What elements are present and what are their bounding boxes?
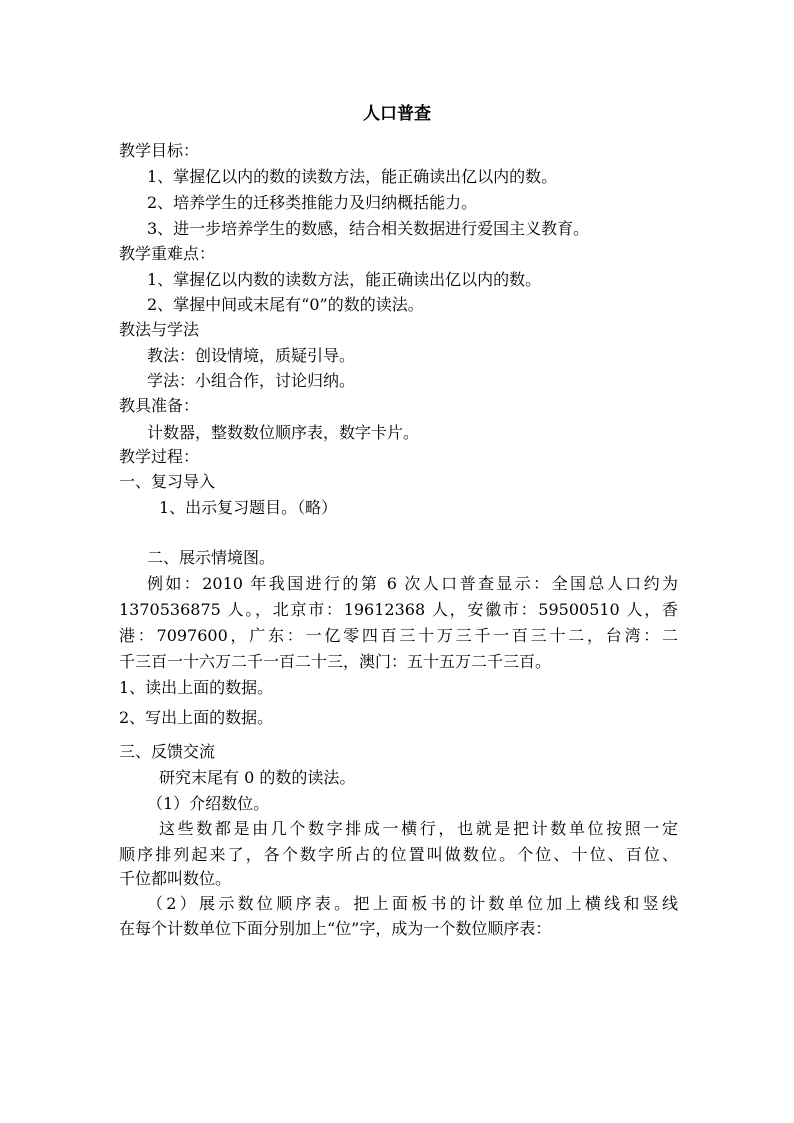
section-feedback-heading: 三、反馈交流 [119,742,216,761]
subsection-heading: （1）介绍数位。 [147,794,270,813]
teaching-goal-item: 2、培养学生的迁移类推能力及归纳概括能力。 [147,193,478,212]
paragraph-line: 千位都叫数位。 [119,869,232,888]
method-item: 学法：小组合作，讨论归纳。 [147,371,356,390]
example-line: 例如：2010 年我国进行的第 6 次人口普查显示：全国总人口约为 [147,574,678,593]
key-point-item: 1、掌握亿以内数的读数方法，能正确读出亿以内的数。 [147,270,542,289]
materials-heading: 教具准备： [119,396,200,415]
task-item: 1、读出上面的数据。 [119,678,274,697]
page-title: 人口普查 [363,104,431,124]
paragraph-line: 在每个计数单位下面分别加上“位”字，成为一个数位顺序表： [119,919,552,938]
example-line: 1370536875 人。，北京市：19612368 人，安徽市：59500510 人，香 [119,600,678,619]
section-scenario-heading: 二、展示情境图。 [147,548,276,567]
section-review-heading: 一、复习导入 [119,472,216,491]
materials-text: 计数器，整数数位顺序表，数字卡片。 [147,423,420,442]
example-line: 港：7097600，广东：一亿零四百三十万三千一百三十二，台湾：二 [119,626,678,645]
method-item: 教法：创设情境，质疑引导。 [147,346,356,365]
process-heading: 教学过程： [119,447,200,466]
key-points-heading: 教学重难点： [119,244,216,263]
teaching-goals-heading: 教学目标： [119,141,200,160]
methods-heading: 教法与学法 [119,320,200,339]
task-item: 2、写出上面的数据。 [119,708,274,727]
section-review-item: 1、出示复习题目。（略） [159,498,338,517]
paragraph-line: （2）展示数位顺序表。把上面板书的计数单位加上横线和竖线 [147,894,678,913]
teaching-goal-item: 1、掌握亿以内的数的读数方法，能正确读出亿以内的数。 [147,167,558,186]
feedback-intro: 研究末尾有 0 的数的读法。 [159,768,356,787]
paragraph-line: 这些数都是由几个数字排成一横行，也就是把计数单位按照一定 [159,819,678,838]
paragraph-line: 顺序排列起来了，各个数字所占的位置叫做数位。个位、十位、百位、 [119,845,678,864]
example-line: 千三百一十六万二千一百二十三，澳门：五十五万二千三百。 [119,652,552,671]
key-point-item: 2、掌握中间或末尾有“0”的数的读法。 [147,295,424,314]
teaching-goal-item: 3、进一步培养学生的数感，结合相关数据进行爱国主义教育。 [147,219,590,238]
